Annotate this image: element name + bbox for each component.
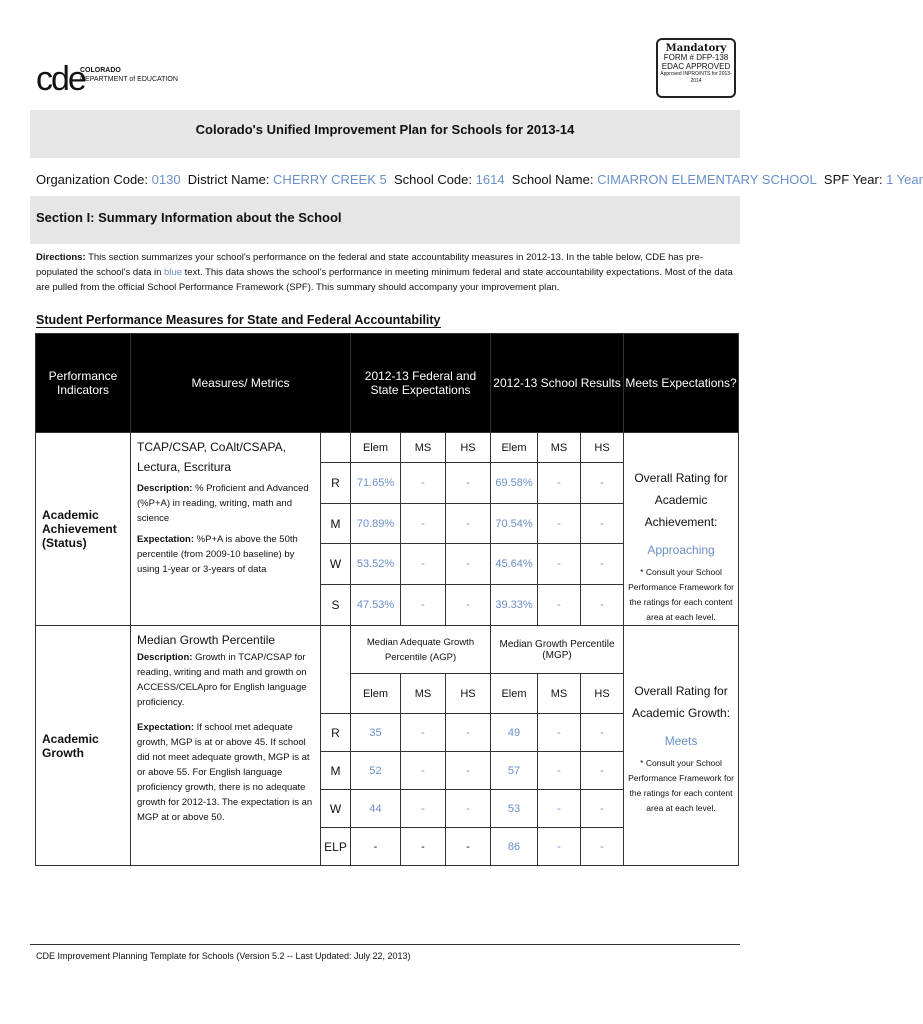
performance-table [35,333,739,866]
directions-part-1: This section summarizes your school's performance on the federal and state accountability measures in 2012-13. In the table below, CDE has pre-populated the school's data in [36,252,703,278]
growth-rating-label: Overall Rating for Academic Growth: [632,684,731,720]
expectation-cell: 71.65% [351,463,401,504]
result-cell: - [581,463,624,504]
level-elem: Elem [491,674,538,714]
growth-consult-note: * Consult your School Performance Framework for the ratings for each content area at each level. [628,758,734,813]
growth-exp: If school met adequate growth, MGP is at or above 45. If school did not meet adequate growth, MGP is at or above 55. For English language proficiency growth, there is no adequate growth for 2012-13. The expectation is an MGP at or above 50. [137,722,313,823]
header-measures: Measures/ Metrics [131,334,351,433]
school-code-label: School Code: [393,172,473,187]
district-label: District Name: [187,172,270,187]
result-cell: - [538,790,581,828]
subj-spacer [321,626,351,714]
result-cell: 86 [491,828,538,866]
school-name-value: CIMARRON ELEMENTARY SCHOOL [597,172,817,187]
expectation-cell: - [401,714,446,752]
growth-exp-label: Expectation: [137,722,195,733]
district-value: CHERRY CREEK 5 [273,172,387,187]
expectation-cell: - [446,585,491,626]
footer-divider [30,944,740,945]
org-info-line [36,172,923,187]
result-cell: - [538,714,581,752]
result-cell: - [581,544,624,585]
expectation-cell: - [446,544,491,585]
level-hs: HS [581,674,624,714]
achievement-consult-note: * Consult your School Performance Framework for the ratings for each content area at each level. [628,567,734,622]
expectation-cell: - [401,752,446,790]
school-code-value: 1614 [475,172,505,187]
expectation-cell: - [446,463,491,504]
result-cell: - [581,714,624,752]
result-cell: - [538,463,581,504]
expectation-cell: - [401,790,446,828]
result-cell: - [538,585,581,626]
org-code-value: 0130 [151,172,181,187]
level-hs: HS [446,433,491,463]
result-cell: - [538,752,581,790]
result-cell: 53 [491,790,538,828]
level-ms: MS [538,674,581,714]
level-ms: MS [401,674,446,714]
school-name-label: School Name: [511,172,594,187]
result-cell: 69.58% [491,463,538,504]
subject-cell: M [321,503,351,544]
section-1-heading: Section I: Summary Information about the School [36,210,342,225]
achievement-level-row [36,433,739,463]
expectation-cell: - [446,752,491,790]
expectation-cell: 35 [351,714,401,752]
growth-metric-name: Median Growth Percentile [137,633,276,647]
expectation-cell: - [401,503,446,544]
subject-cell: S [321,585,351,626]
result-cell: 45.64% [491,544,538,585]
footer-text: CDE Improvement Planning Template for Schools (Version 5.2 -- Last Updated: July 22, 2013) [36,951,411,961]
table-header-row [36,334,739,433]
achievement-metrics [131,433,321,626]
achievement-desc: % Proficient and Advanced (%P+A) in reading, writing, math and science [137,483,309,524]
stamp-line-3: EDAC APPROVED [661,62,731,71]
expectation-cell: 53.52% [351,544,401,585]
result-cell: - [581,752,624,790]
mgp-header: Median Growth Percentile (MGP) [491,626,624,674]
growth-rating-value: Meets [664,734,698,748]
subject-cell: W [321,790,351,828]
expectation-cell: - [446,828,491,866]
result-cell: - [538,828,581,866]
result-cell: 57 [491,752,538,790]
expectation-cell: - [401,544,446,585]
expectation-cell: 47.53% [351,585,401,626]
achievement-rating [624,433,739,626]
expectation-cell: 70.89% [351,503,401,544]
stamp-line-2: FORM # DFP-138 [663,53,729,62]
subject-cell: M [321,752,351,790]
result-cell: 49 [491,714,538,752]
achievement-exp: %P+A is above the 50th percentile (from 2009-10 baseline) by using 1-year or 3-years of data [137,534,298,575]
directions-text [36,250,736,295]
growth-metrics [131,626,321,866]
expectation-cell: - [401,463,446,504]
growth-desc-label: Description: [137,652,193,663]
result-cell: - [581,585,624,626]
growth-desc: Growth in TCAP/CSAP for reading, writing and math and growth on ACCESS/CELApro for English language proficiency. [137,652,307,708]
stamp-line-4: Approved INPRO/NTS for 2013-2014 [660,71,732,84]
level-elem: Elem [351,674,401,714]
result-cell: - [581,828,624,866]
header-expectations: 2012-13 Federal and State Expectations [351,334,491,433]
result-cell: 39.33% [491,585,538,626]
subject-cell: R [321,463,351,504]
directions-blue-word: blue [164,267,183,278]
level-elem: Elem [351,433,401,463]
growth-label: Academic Growth [36,626,131,866]
expectation-cell: - [351,828,401,866]
expectation-cell: - [401,828,446,866]
spf-year-label: SPF Year: [823,172,883,187]
result-cell: - [538,503,581,544]
expectation-cell: 44 [351,790,401,828]
directions-label: Directions: [36,252,86,263]
expectation-cell: - [446,714,491,752]
performance-measures-heading: Student Performance Measures for State and Federal Accountability [36,313,441,327]
cde-logo-text [80,66,178,84]
expectation-cell: - [401,585,446,626]
page-title: Colorado's Unified Improvement Plan for Schools for 2013-14 [195,122,575,137]
result-cell: 70.54% [491,503,538,544]
achievement-label: Academic Achievement (Status) [36,433,131,626]
cde-logo: cde [36,60,85,98]
result-cell: - [538,544,581,585]
expectation-cell: - [446,503,491,544]
level-ms: MS [401,433,446,463]
mandatory-form-stamp [656,38,736,98]
stamp-line-1: Mandatory [665,43,727,54]
header-meets: Meets Expectations? [624,334,739,433]
level-elem: Elem [491,433,538,463]
achievement-exp-label: Expectation: [137,534,195,545]
level-hs: HS [581,433,624,463]
org-code-label: Organization Code: [36,172,149,187]
achievement-rating-value: Approaching [647,543,715,557]
achievement-desc-label: Description: [137,483,193,494]
result-cell: - [581,503,624,544]
level-ms: MS [538,433,581,463]
subject-cell: ELP [321,828,351,866]
result-cell: - [581,790,624,828]
achievement-metric-name: TCAP/CSAP, CoAlt/CSAPA, Lectura, Escritura [137,440,286,474]
header-results: 2012-13 School Results [491,334,624,433]
section-1-band [30,196,740,244]
expectation-cell: - [446,790,491,828]
growth-rating [624,626,739,866]
subject-cell: R [321,714,351,752]
achievement-rating-label: Overall Rating for Academic Achievement: [634,471,728,529]
growth-head-row [36,626,739,674]
header-indicators: Performance Indicators [36,334,131,433]
subj-spacer [321,433,351,463]
subject-cell: W [321,544,351,585]
level-hs: HS [446,674,491,714]
spf-year-value: 1 Year [886,172,923,187]
agp-header: Median Adequate Growth Percentile (AGP) [351,626,491,674]
logo-line-1: COLORADO [80,67,121,74]
logo-line-2: DEPARTMENT of EDUCATION [80,76,178,83]
expectation-cell: 52 [351,752,401,790]
directions-part-2: text. This data shows the school's performance in meeting minimum federal and state accountability expectations. Most of the data are pulled from the official School Performance Framework (SPF). This summary should accompany your improvement plan. [36,267,733,293]
